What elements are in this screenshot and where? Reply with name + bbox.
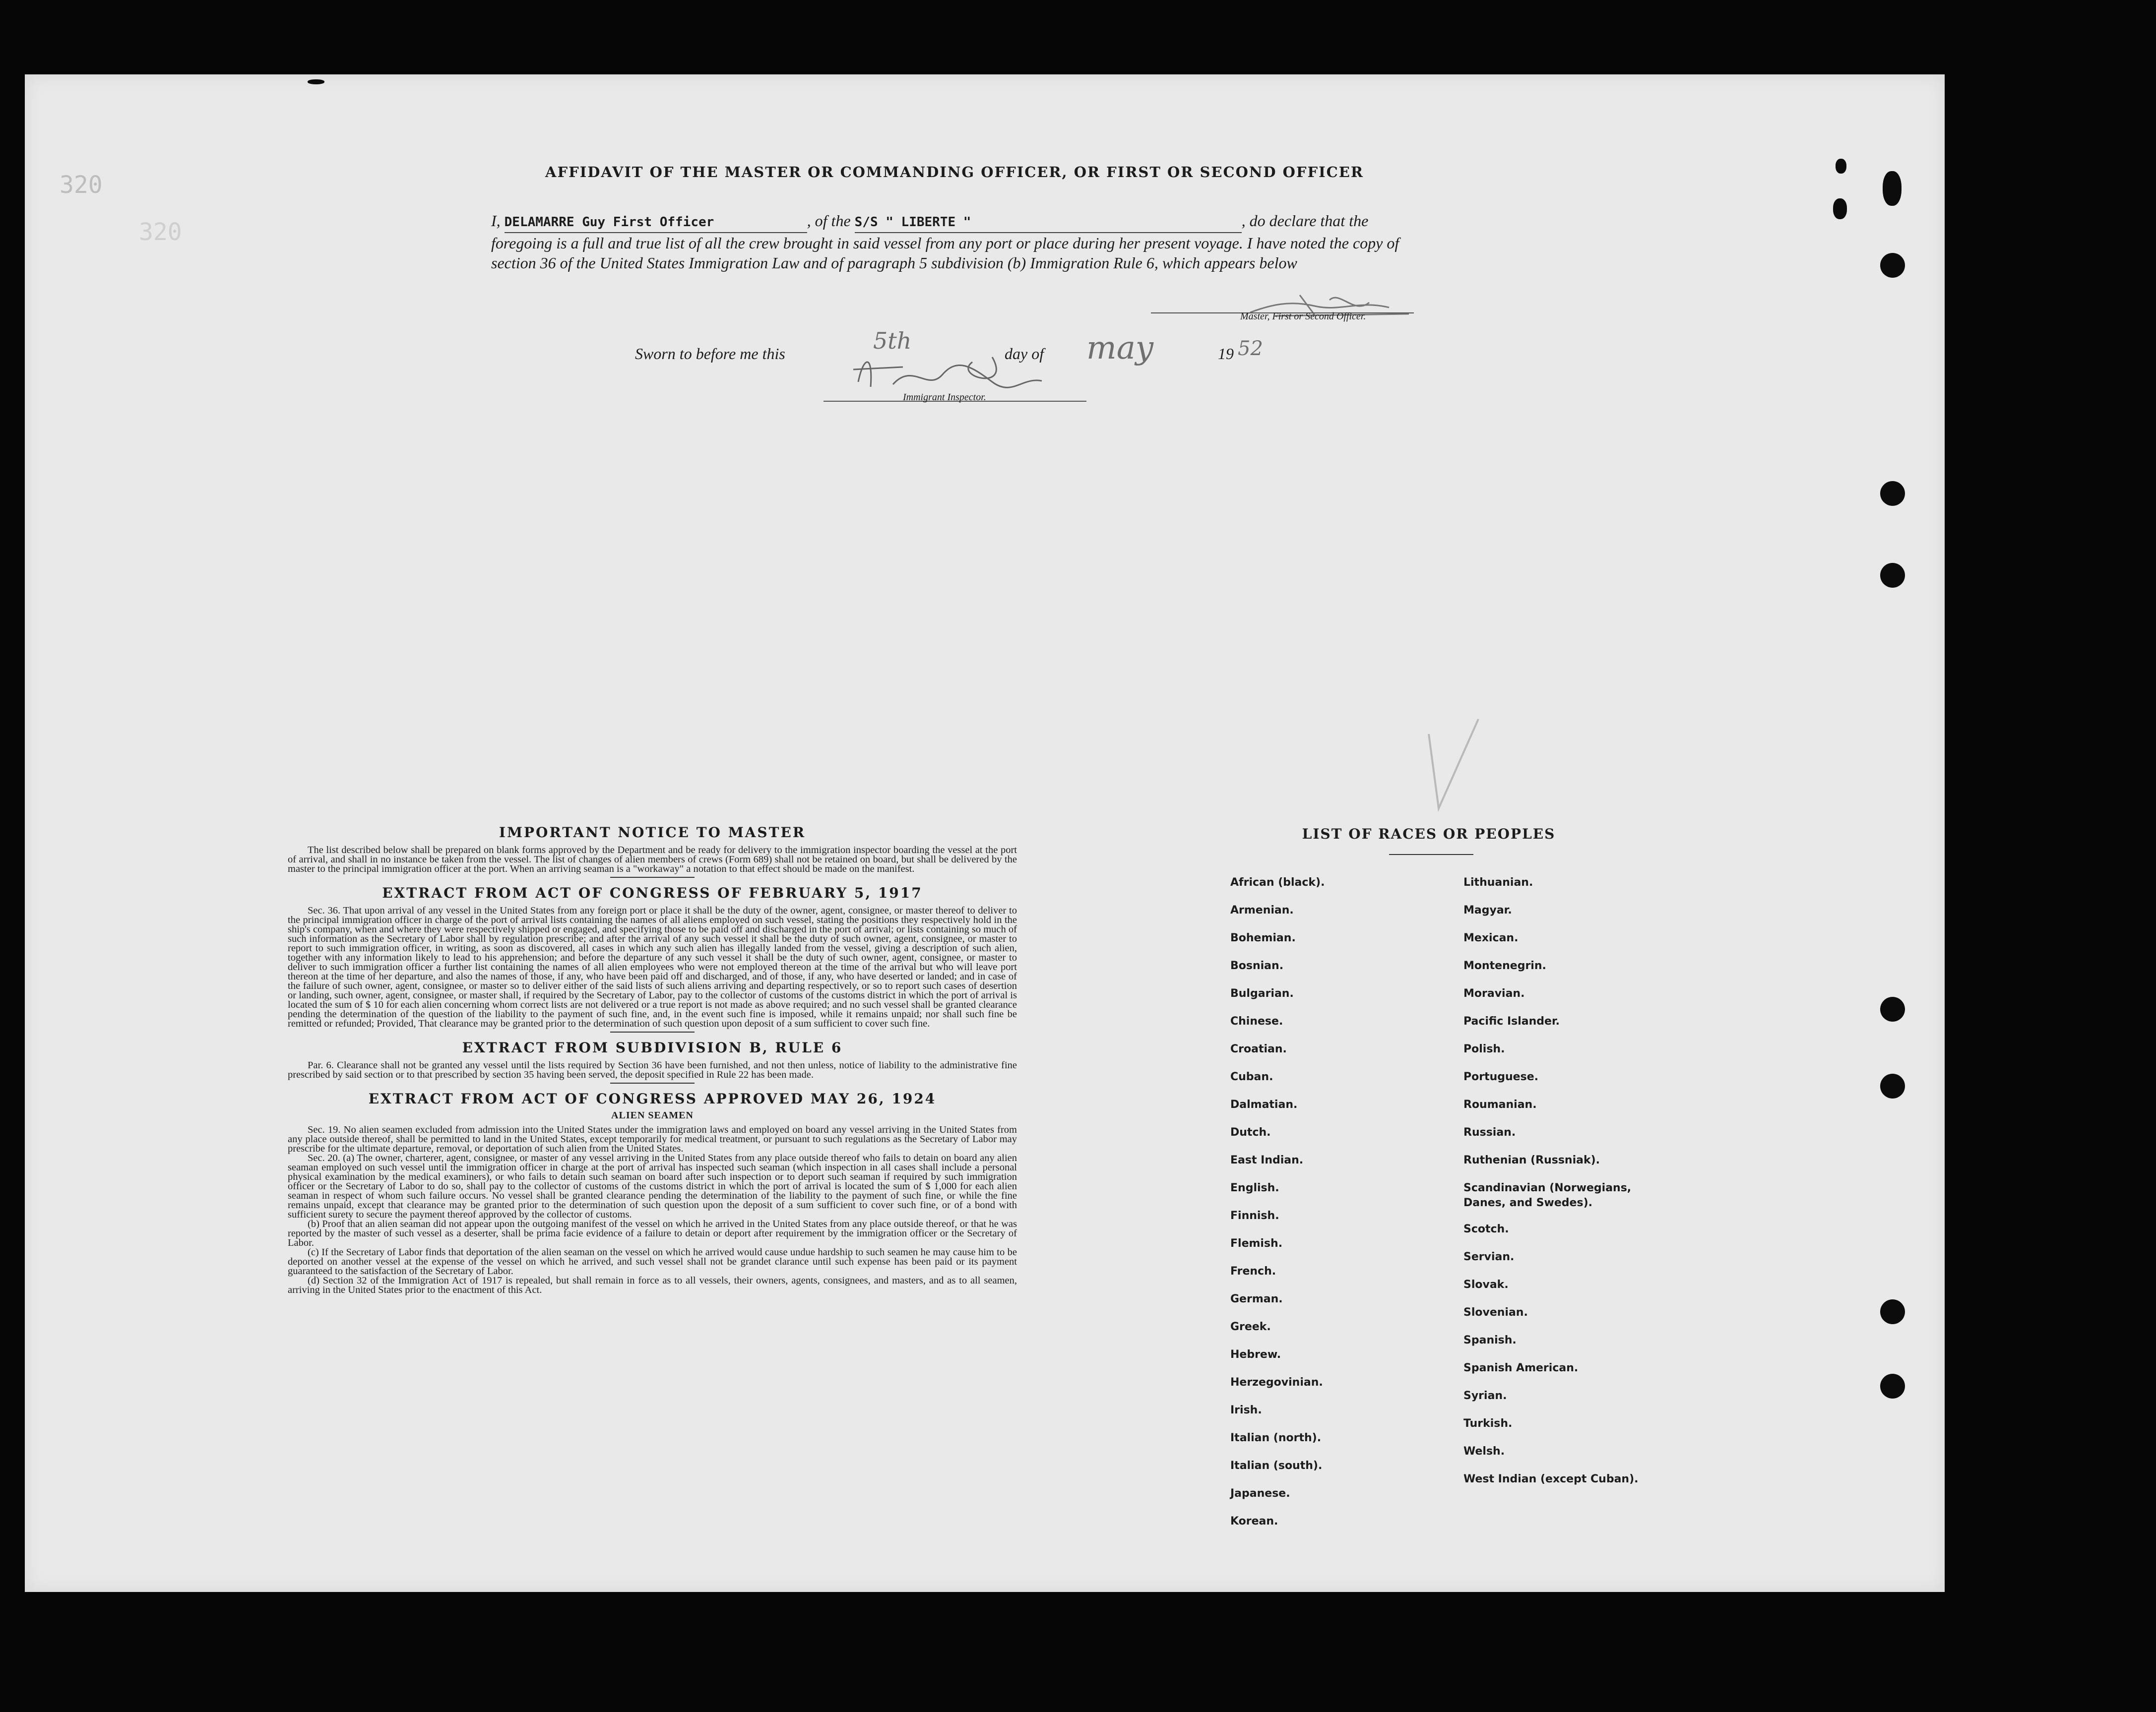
- day-of-label: day of: [1005, 345, 1044, 363]
- extract3-title: EXTRACT FROM ACT OF CONGRESS APPROVED MAY 26, 1924: [368, 1091, 937, 1107]
- binder-hole: [1880, 997, 1905, 1022]
- declaration-prefix: I,: [491, 212, 501, 230]
- race-item: Mexican.: [1463, 932, 1519, 944]
- binder-hole: [1880, 1374, 1905, 1399]
- extract1-text: Sec. 36. That upon arrival of any vessel in the United States from any foreign port or place it shall be the duty of the owner, agent, consignee, or master thereof to deliver to the principal immigration officer in charge of the port of arrival lists containing the names of all aliens employed on such vessel, stating the positions they respectively hold in the ship's company, when and where they were respectively shipped or engaged, and specifying those to be paid off and discharged in the port of arrival; or lists containing so much of such information as the Secretary of Labor shall by regulation prescribe; and after the arrival of any such vessel it shall be the duty of such owner, agent, consignee, or master to report to such immigration officer, in writing, as soon as discovered, all cases in which any such alien has illegally landed from the vessel, giving a description of such alien, together with any information likely to lead to his apprehension; and before the departure of any such vessel it shall be the duty of such owner, agent, consignee, or master to deliver to such immigration officer a further list containing the names of all alien employees who were not employed thereon at the time of the arrival but who will leave port thereon at the time of her departure, and also the names of those, if any, who have been paid off and discharged, and of those, if any, who have deserted or landed; and in case of the failure of such owner, agent, consignee, or master so to deliver either of the said lists of such aliens arriving and departing respectively, or so to report such cases of desertion or landing, such owner, agent, consignee, or master shall, if required by the Secretary of Labor, pay to the collector of customs of the customs district in which the port of arrival is located the sum of $ 10 for each alien concerning whom correct lists are not delivered or a true report is not made as above required; and no such vessel shall be granted clearance pending the determination of the question of the liability to the payment of such fine, and, in the event such fine is imposed, while it remains unpaid; nor shall such fine be remitted or refunded; Provided, That clearance may be granted prior to the determination of such question upon deposit of a sum sufficient to cover such fine.: [288, 905, 1017, 1029]
- sworn-label: Sworn to before me this: [635, 345, 785, 363]
- affidavit-title: AFFIDAVIT OF THE MASTER OR COMMANDING OFFICER, OR FIRST OR SECOND OFFICER: [545, 164, 1364, 181]
- race-item: French.: [1230, 1265, 1276, 1278]
- declaration-body: that the foregoing is a full and true list of all the crew brought in said vessel from any port or place during her present voyage. I have noted the copy of section 36 of the United States Immigration Law and of paragraph 5 subdivision (b) Immigration Rule 6, which appears below: [491, 212, 1399, 272]
- year-prefix: 19: [1218, 345, 1234, 363]
- extract3-text: Sec. 19. No alien seamen excluded from admission into the United States under the immigration laws and employed on board any vessel arriving in the United States from any place outside thereof, shall be permitted to land in the United States, except temporarily for medical treatment, or pursuant to such regulations as the Secretary of Labor may prescribe for the ultimate departure, removal, or deportation of such alien from the United States.: [288, 1124, 1017, 1154]
- extract1-title: EXTRACT FROM ACT OF CONGRESS OF FEBRUARY 5, 1917: [382, 885, 923, 901]
- divider: [610, 1032, 695, 1033]
- binder-hole: [1880, 1074, 1905, 1099]
- binder-hole: [1880, 253, 1905, 278]
- sworn-year: 52: [1238, 337, 1263, 360]
- ink-blot: [1836, 159, 1846, 174]
- race-item: Pacific Islander.: [1463, 1015, 1560, 1028]
- inspector-caption: Immigrant Inspector.: [903, 392, 986, 403]
- binder-hole: [1880, 1299, 1905, 1324]
- extract3-text: (c) If the Secretary of Labor finds that deportation of the alien seaman on the vessel on which he arrived would cause undue hardship to such seamen he may cause him to be deported on another vessel at the expense of the vessel on which he arrived, and such vessel shall not be grandet clarance until such expense has been paid or its payment guaranteed to the satisfaction of the Secretary of Labor.: [288, 1247, 1017, 1277]
- race-item: Armenian.: [1230, 904, 1294, 917]
- race-item: Lithuanian.: [1463, 876, 1533, 889]
- affidavit-declaration: [491, 211, 1419, 273]
- sworn-month: may: [1086, 330, 1153, 367]
- vessel-field: [855, 211, 1242, 233]
- race-item: Slovenian.: [1463, 1306, 1528, 1319]
- extract2-title: EXTRACT FROM SUBDIVISION B, RULE 6: [462, 1039, 843, 1056]
- races-left-column: [1230, 869, 1439, 1535]
- race-item: Finnish.: [1230, 1210, 1279, 1222]
- vessel-name: S/S " LIBERTE ": [854, 215, 971, 230]
- binder-hole: [1880, 481, 1905, 506]
- officer-name: DELAMARRE Guy First Officer: [504, 215, 714, 230]
- race-item: Chinese.: [1230, 1015, 1283, 1028]
- race-item: Polish.: [1463, 1043, 1505, 1055]
- race-item: Herzegovinian.: [1230, 1376, 1323, 1389]
- inspector-signature: [843, 347, 1052, 397]
- race-item: Croatian.: [1230, 1043, 1287, 1055]
- race-item: Slovak.: [1463, 1279, 1509, 1291]
- race-item: Russian.: [1463, 1126, 1516, 1139]
- race-item: Scandinavian (Norwegians, Danes, and Swedes).: [1463, 1182, 1632, 1209]
- race-item: Dutch.: [1230, 1126, 1271, 1139]
- important-notice-section: [288, 824, 1017, 1295]
- officer-caption: Master, First or Second Officer.: [1240, 311, 1366, 322]
- race-item: Bulgarian.: [1230, 987, 1294, 1000]
- officer-name-field: [505, 211, 807, 233]
- notice-text: The list described below shall be prepared on blank forms approved by the Department and be ready for delivery to the immigration inspector boarding the vessel at the port of arrival, and shall in no instance be taken from the vessel. The list of changes of alien members of crews (Form 689) shall not be retained on board, but shall be delivered by the master to the principal immigration officer at the port. When an arriving seaman is a "workaway" a notation to that effect should be made on the manifest.: [288, 845, 1017, 874]
- race-item: Portuguese.: [1463, 1071, 1538, 1083]
- ink-blot: [1833, 198, 1847, 219]
- extract3-text: Sec. 20. (a) The owner, charterer, agent, consignee, or master of any vessel arriving in the United States from any place outside thereof who fails to detain on board any alien seaman employed on such vessel until the immigration officer in charge at the port of arrival has inspected such seaman (which inspection in all cases shall include a personal physical examination by the medical examiners), or who fails to detain such seaman on board after such inspection or to deport such seaman if required by such immigration officer or the Secretary of Labor to do so, shall pay to the collector of customs of the customs district in which the port of arrival is located the sum of $ 1,000 for each alien seaman in respect of whom such failure occurs. No vessel shall be granted clearance pending the determination of the liability to the payment of such fine, or while the fine remains unpaid, except that clearance may be granted prior to the determination of such question upon the deposit of a sum sufficient to cover such fine, or of a bond with sufficient surety to secure the payment thereof approved by the collector of customs.: [288, 1153, 1017, 1220]
- divider: [1389, 854, 1473, 855]
- race-item: Bosnian.: [1230, 960, 1284, 972]
- race-item: Japanese.: [1230, 1487, 1290, 1500]
- race-item: Italian (north).: [1230, 1432, 1322, 1444]
- faint-page-number-mirror: 320: [139, 218, 182, 246]
- extract3-subtitle: ALIEN SEAMEN: [611, 1110, 694, 1121]
- faint-page-number: 320: [60, 171, 103, 199]
- race-item: Syrian.: [1463, 1390, 1507, 1402]
- race-item: Turkish.: [1463, 1417, 1513, 1430]
- race-item: German.: [1230, 1293, 1283, 1305]
- extract3-text: (b) Proof that an alien seaman did not appear upon the outgoing manifest of the vessel on which he arrived in the United States from any place outside thereof, or that he was reported by the master of such vessel as a deserter, shall be prima facie evidence of a failure to detain or deport after requirement by the immigration officer or the Secretary of Labor.: [288, 1219, 1017, 1248]
- of-the-text: , of the: [807, 212, 851, 230]
- race-item: Welsh.: [1463, 1445, 1505, 1458]
- race-item: Cuban.: [1230, 1071, 1273, 1083]
- ink-blot: [308, 79, 324, 84]
- race-item: Moravian.: [1463, 987, 1525, 1000]
- race-item: West Indian (except Cuban).: [1463, 1473, 1639, 1485]
- race-item: Montenegrin.: [1463, 960, 1546, 972]
- do-declare-text: , do declare: [1241, 212, 1317, 230]
- race-item: Korean.: [1230, 1515, 1278, 1528]
- ink-blot: [1883, 171, 1902, 206]
- divider: [610, 877, 695, 878]
- race-item: Bohemian.: [1230, 932, 1296, 944]
- race-item: Magyar.: [1463, 904, 1512, 917]
- binder-hole: [1880, 563, 1905, 588]
- race-item: Roumanian.: [1463, 1099, 1537, 1111]
- race-item: Spanish.: [1463, 1334, 1517, 1346]
- races-right-column: [1463, 869, 1652, 1492]
- race-item: Scotch.: [1463, 1223, 1509, 1235]
- notice-title: IMPORTANT NOTICE TO MASTER: [499, 824, 806, 841]
- divider: [610, 1083, 695, 1084]
- race-item: Dalmatian.: [1230, 1099, 1298, 1111]
- check-mark: [1424, 714, 1483, 813]
- extract2-text: Par. 6. Clearance shall not be granted any vessel until the lists required by Section 36 have been furnished, and not then unless, notice of liability to the administrative fine prescribed by said section or to that prescribed by section 35 having been served, the deposit specified in Rule 22 has been made.: [288, 1060, 1017, 1080]
- extract3-text: (d) Section 32 of the Immigration Act of 1917 is repealed, but shall remain in force as to all vessels, their owners, agents, consignees, and masters, and as to all seamen, arriving in the United States prior to the enactment of this Act.: [288, 1275, 1017, 1295]
- race-item: East Indian.: [1230, 1154, 1304, 1166]
- race-item: Spanish American.: [1463, 1362, 1579, 1374]
- race-item: Hebrew.: [1230, 1348, 1281, 1361]
- race-item: Flemish.: [1230, 1237, 1283, 1250]
- race-item: Italian (south).: [1230, 1460, 1323, 1472]
- race-item: Servian.: [1463, 1251, 1515, 1263]
- race-item: Irish.: [1230, 1404, 1262, 1416]
- race-item: Ruthenian (Russniak).: [1463, 1154, 1600, 1166]
- race-item: Greek.: [1230, 1321, 1271, 1333]
- sworn-day: 5th: [873, 327, 912, 354]
- race-item: African (black).: [1230, 876, 1325, 889]
- races-title: LIST OF RACES OR PEOPLES: [1302, 826, 1556, 842]
- race-item: English.: [1230, 1182, 1279, 1194]
